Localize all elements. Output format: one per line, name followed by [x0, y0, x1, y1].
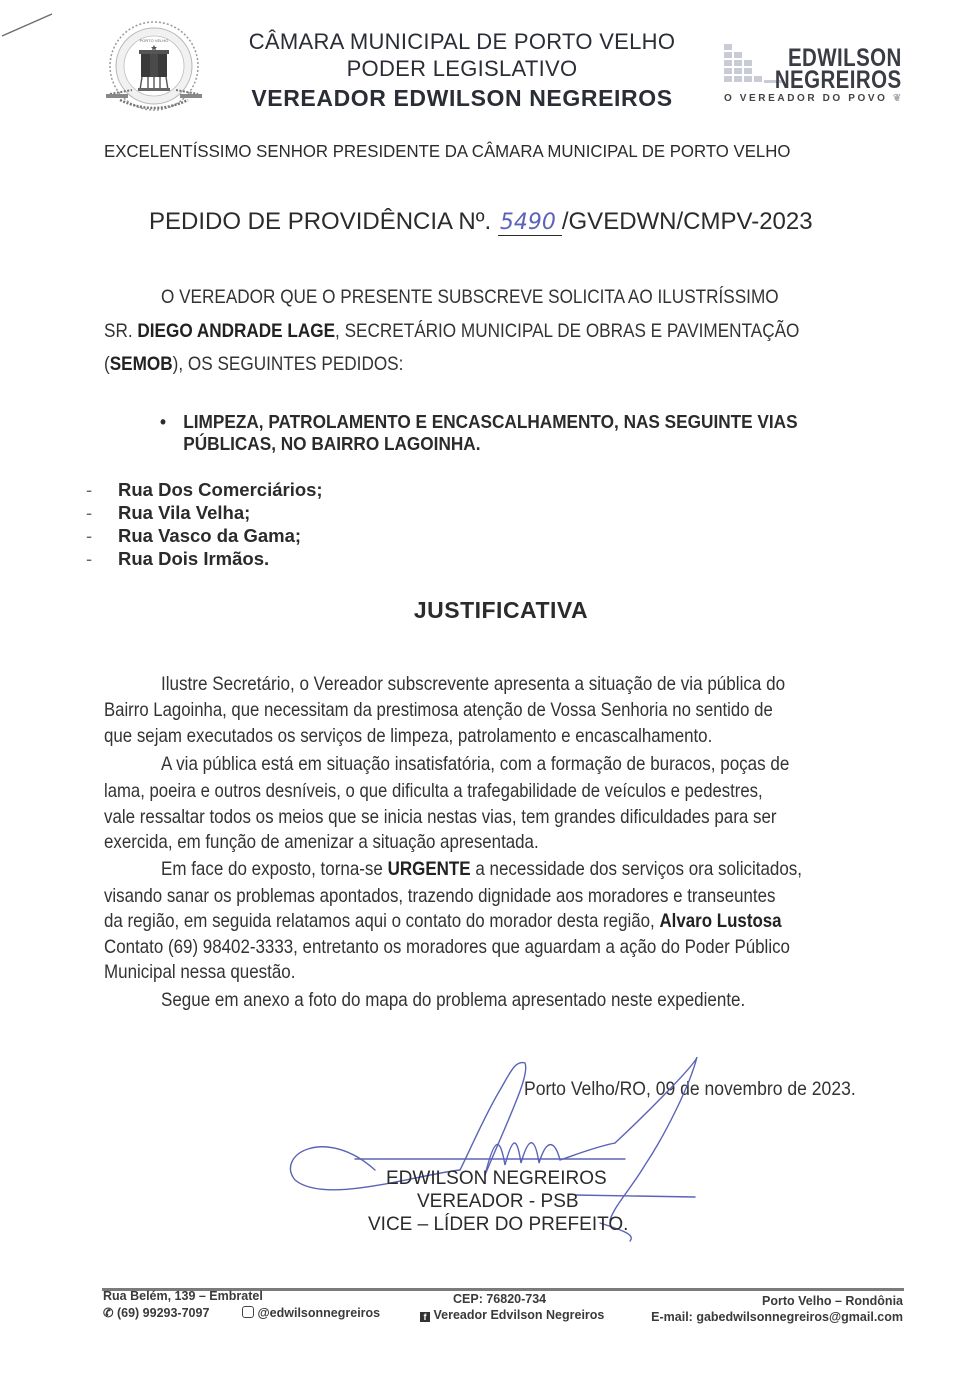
list-item	[86, 501, 323, 524]
instagram-handle[interactable]: @edwilsonnegreiros	[257, 1306, 381, 1320]
agency-acronym: SEMOB	[109, 353, 173, 375]
secretary-name: DIEGO ANDRADE LAGE	[137, 320, 336, 342]
header-office: VEREADOR EDWILSON NEGREIROS	[251, 85, 673, 111]
intro-sr: SR.	[104, 320, 133, 342]
signer-title: VICE – LÍDER DO PREFEITO.	[368, 1214, 629, 1235]
p2-line-1: A via pública está em situação insatisfatória, com a formação de buracos, poças de	[161, 753, 790, 775]
list-item	[86, 547, 323, 570]
p3-line-3	[104, 910, 782, 933]
p2-line-3: vale ressaltar todos os meios que se inicia nestas vias, tem grandes dificuldades para ser	[104, 806, 777, 828]
brand-tagline	[724, 93, 901, 104]
footer-city: Porto Velho – Rondônia	[762, 1294, 903, 1308]
justification-heading: JUSTIFICATIVA	[413, 597, 589, 623]
p1-line-1: Ilustre Secretário, o Vereador subscrevente apresenta a situação de via pública do	[161, 673, 786, 695]
intro-line-2	[104, 320, 799, 343]
footer-email[interactable]: E-mail: gabedwilsonnegreiros@gmail.com	[651, 1310, 903, 1324]
intro-tail: ), OS SEGUINTES PEDIDOS:	[172, 353, 404, 375]
request-line-2: PÚBLICAS, NO BAIRRO LAGOINHA.	[183, 433, 481, 454]
p2-line-2: lama, poeira e outros desníveis, o que dificulta a trafegabilidade de veículos e pedestres,	[104, 780, 763, 802]
p3-line-2: visando sanar os problemas apontados, trazendo dignidade aos moradores e transeuntes	[104, 885, 776, 907]
request-bullet	[160, 411, 798, 455]
p3-line-5: Municipal nessa questão.	[104, 961, 296, 983]
list-item	[86, 524, 323, 547]
list-item	[86, 478, 323, 501]
signer-name: EDWILSON NEGREIROS	[386, 1168, 607, 1189]
request-line-1: LIMPEZA, PATROLAMENTO E ENCASCALHAMENTO, NAS SEGUINTE VIAS	[183, 411, 798, 432]
signer-role: VEREADOR - PSB	[417, 1191, 579, 1212]
resident-name: Alvaro Lustosa	[659, 910, 782, 932]
p1-line-2: Bairro Lagoinha, que necessitam da prestimosa atenção de Vossa Senhoria no sentido de	[104, 699, 773, 721]
intro-line-3	[104, 353, 403, 376]
p3-line-1	[161, 858, 802, 881]
p1-line-3: que sejam executados os serviços de limpeza, patrolamento e encascalhamento.	[104, 725, 713, 747]
document-title	[149, 208, 813, 236]
p4-line: Segue em anexo a foto do mapa do problema apresentado neste expediente.	[161, 989, 746, 1011]
footer-facebook	[420, 1308, 604, 1322]
footer-cep: CEP: 76820-734	[453, 1292, 547, 1306]
svg-text:PORTO VELHO: PORTO VELHO	[139, 38, 169, 43]
street-name: Rua Vila Velha;	[118, 502, 251, 523]
brand-tagline-text: O VEREADOR DO POVO	[724, 93, 888, 104]
street-name: Rua Vasco da Gama;	[118, 525, 302, 546]
street-name: Rua Dois Irmãos.	[118, 548, 270, 569]
dash-icon: -	[86, 525, 93, 546]
municipal-seal-logo	[102, 20, 206, 116]
place-date: Porto Velho/RO, 09 de novembro de 2023.	[524, 1078, 856, 1100]
intro-line-1: O VEREADOR QUE O PRESENTE SUBSCREVE SOLICITA AO ILUSTRÍSSIMO	[161, 286, 779, 308]
title-prefix: PEDIDO DE PROVIDÊNCIA Nº.	[149, 208, 492, 235]
footer-instagram	[242, 1306, 380, 1320]
footer-address: Rua Belém, 139 – Embratel	[103, 1289, 263, 1303]
urgent-emphasis: URGENTE	[387, 858, 471, 880]
p3-l1-post: a necessidade dos serviços ora solicitados,	[470, 858, 803, 880]
pen-stroke-mark	[0, 0, 60, 40]
addressee-line: EXCELENTÍSSIMO SENHOR PRESIDENTE DA CÂMARA MUNICIPAL DE PORTO VELHO	[104, 141, 791, 161]
footer-phone	[103, 1305, 209, 1320]
p3-line-4: Contato (69) 98402-3333, entretanto os moradores que aguardam a ação do Poder Público	[104, 936, 790, 958]
facebook-icon: f	[420, 1312, 430, 1322]
street-name: Rua Dos Comerciários;	[118, 479, 323, 500]
dash-icon: -	[86, 479, 93, 500]
p3-l1-pre: Em face do exposto, torna-se	[161, 858, 388, 880]
handwritten-request-number: 5490	[498, 211, 562, 236]
p3-l3-pre: da região, em seguida relatamos aqui o contato do morador desta região,	[104, 910, 660, 932]
header-institution: CÂMARA MUNICIPAL DE PORTO VELHO	[248, 29, 676, 54]
brand-swirl-icon: ❦	[892, 93, 902, 104]
brand-name-last: NEGREIROS	[775, 66, 902, 94]
dash-icon: -	[86, 548, 93, 569]
bullet-icon: •	[160, 411, 167, 432]
whatsapp-icon: ✆	[103, 1306, 114, 1320]
facebook-page[interactable]: Vereador Edvilson Negreiros	[433, 1308, 605, 1322]
paren-open: (	[104, 353, 110, 375]
street-list	[86, 478, 323, 570]
p2-line-4: exercida, em função de amenizar a situação apresentada.	[104, 831, 539, 853]
header-branch: PODER LEGISLATIVO	[346, 56, 578, 81]
footer-phone-number: (69) 99293-7097	[116, 1306, 210, 1320]
brand-logo	[722, 42, 904, 112]
brand-name-first: EDWILSON	[788, 44, 902, 72]
dash-icon: -	[86, 502, 93, 523]
instagram-icon	[242, 1306, 254, 1318]
intro-secretary-title: , SECRETÁRIO MUNICIPAL DE OBRAS E PAVIMENTAÇÃO	[335, 320, 800, 342]
title-suffix: /GVEDWN/CMPV-2023	[561, 208, 813, 235]
